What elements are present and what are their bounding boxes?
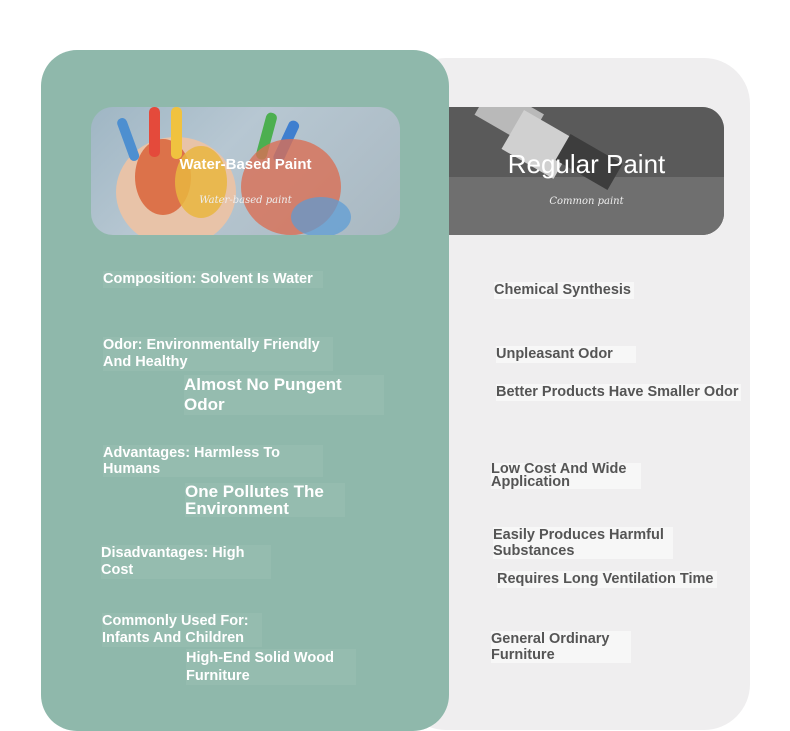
regular-paint-header-card <box>449 107 724 235</box>
regular-disadvantages-detail: Requires Long Ventilation Time <box>497 571 717 588</box>
water-composition: Composition: Solvent Is Water <box>103 271 323 288</box>
water-paint-subtitle: Water-based paint <box>199 195 292 206</box>
regular-composition: Chemical Synthesis <box>494 282 634 299</box>
water-disadvantages: Disadvantages: High Cost <box>101 545 271 579</box>
regular-paint-subtitle: Common paint <box>549 196 624 207</box>
water-paint-title: Water-Based Paint <box>179 156 312 173</box>
regular-advantages: Low Cost And Wide Application <box>491 463 641 489</box>
regular-paint-title: Regular Paint <box>507 149 666 179</box>
regular-odor-detail: Better Products Have Smaller Odor <box>496 384 741 401</box>
water-used-for: Commonly Used For: Infants And Children <box>102 613 262 647</box>
water-advantages-detail: One Pollutes The Environment <box>185 483 345 517</box>
water-used-for-detail: High-End Solid Wood Furniture <box>186 649 356 685</box>
regular-odor: Unpleasant Odor <box>496 346 636 363</box>
water-odor: Odor: Environmentally Friendly And Healthy <box>103 337 333 371</box>
regular-disadvantages: Easily Produces Harmful Substances <box>493 527 673 559</box>
water-paint-header-card <box>91 107 400 235</box>
water-advantages: Advantages: Harmless To Humans <box>103 445 323 477</box>
water-odor-detail: Almost No Pungent Odor <box>184 375 384 415</box>
regular-used-for: General Ordinary Furniture <box>491 631 631 663</box>
